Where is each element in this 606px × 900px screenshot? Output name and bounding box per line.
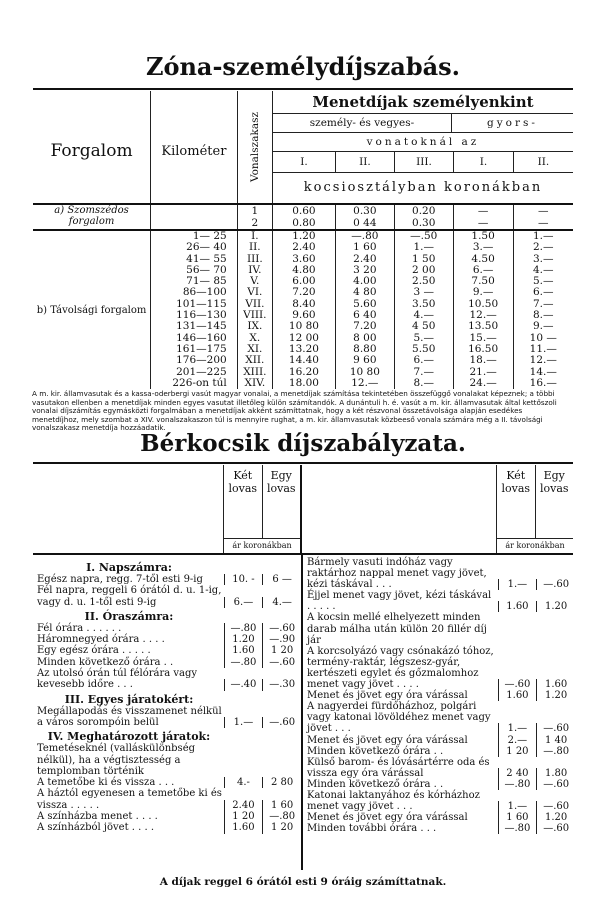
fare-cell: —.50 (394, 230, 453, 242)
item-label: A kocsin mellé elhelyezett minden darab málha után külön 20 fillér díj jár (307, 612, 487, 646)
fare-cell: 0.20 (394, 204, 453, 217)
fare-cell: 3.— (453, 242, 513, 253)
fare-cell: 16.— (513, 378, 573, 389)
list-item (33, 811, 301, 822)
class-label: I. (453, 152, 513, 172)
price-two-horse: —.80 (498, 779, 537, 790)
item-label: Külső barom- és lóvásártérre oda és vissza egy óra várással (307, 756, 490, 779)
km-cell: 226-on túl (151, 378, 238, 389)
list-item (303, 790, 575, 812)
col-one-horse: Egy lovas (535, 465, 574, 538)
fare-cell: 16.50 (453, 344, 513, 355)
section-heading: II. Óraszámra: (84, 609, 174, 623)
zone-cell: 1 (237, 204, 272, 217)
fare-cell: 12.— (513, 355, 573, 366)
fare-cell: 4 50 (394, 321, 453, 332)
group-b-label: b) Távolsági forgalom (36, 304, 147, 316)
price-two-horse: 1.60 (498, 690, 537, 701)
fare-cell: 24.— (453, 378, 513, 389)
col-forgalom-header: Forgalom (50, 141, 133, 161)
fare-cell: 9.— (513, 321, 573, 332)
price-two-horse: 2 40 (498, 768, 537, 779)
fare-cell: 8.80 (335, 344, 394, 355)
fare-cell: 8 00 (335, 333, 394, 344)
item-label: A színházból jövet . . . . (37, 822, 155, 834)
fare-cell: 4.— (394, 310, 453, 321)
fare-cell: 12.— (335, 378, 394, 389)
km-cell: 201—225 (151, 367, 238, 378)
fare-cell: 1.— (394, 242, 453, 253)
fare-cell: 7.— (394, 367, 453, 378)
item-label: Menet és jövet egy óra várással (307, 734, 468, 746)
zone-cell: X. (237, 333, 272, 344)
km-cell: 161—175 (151, 344, 238, 355)
km-cell: 131—145 (151, 321, 238, 332)
fare-cell: 0.80 (272, 217, 335, 230)
price-two-horse: —.80 (224, 623, 263, 634)
list-item (33, 634, 301, 645)
fare-cell: — (513, 204, 573, 217)
section-heading: I. Napszámra: (86, 561, 172, 574)
carriage-fare-table (33, 465, 573, 870)
fare-cell: 7.20 (272, 287, 335, 298)
price-two-horse: 1.60 (224, 645, 263, 656)
price-two-horse: 1 20 (224, 811, 263, 822)
fare-cell: 2.— (513, 242, 573, 253)
fare-cell: 2 00 (394, 265, 453, 276)
item-label: Egész napra, regg. 7-től esti 9-ig (37, 574, 203, 585)
list-item (33, 623, 301, 634)
list-item (303, 690, 575, 701)
fare-cell: 9.— (453, 287, 513, 298)
price-one-horse: 1.20 (536, 812, 575, 823)
fare-cell: 18.— (453, 355, 513, 366)
zone-cell: II. (237, 242, 272, 253)
fare-cell: — (453, 204, 513, 217)
price-two-horse: 1.— (498, 723, 537, 734)
price-one-horse: 6 — (262, 574, 301, 585)
unit-label: ár koronákban (497, 538, 573, 553)
footer-note: A díjak reggel 6 órától esti 9 óráig számíttatnak. (159, 876, 447, 888)
fare-cell: 9 60 (335, 355, 394, 366)
fare-cell: 4.00 (335, 276, 394, 287)
price-one-horse: —.60 (262, 717, 301, 728)
fare-cell: 6.— (453, 265, 513, 276)
fare-cell: 3.— (513, 254, 573, 265)
fare-cell: 12 00 (272, 333, 335, 344)
price-one-horse: —.60 (536, 579, 575, 590)
list-item (33, 777, 301, 788)
item-label: Minden további órára . . . (307, 823, 437, 835)
item-label: A háztól egyenesen a temetőbe ki és vissza . . . . . (37, 788, 222, 811)
price-two-horse: 10. - (224, 574, 263, 585)
price-one-horse: 1.20 (536, 601, 575, 612)
zone-fare-table (33, 91, 573, 389)
list-item (303, 757, 575, 779)
price-one-horse: —.60 (536, 823, 575, 834)
header-fast: gyors- (487, 117, 538, 129)
zone-cell: XIV. (237, 378, 272, 389)
list-item (303, 612, 575, 645)
col-one-horse: Egy lovas (262, 465, 301, 538)
header-classes: kocsiosztályban koronákban (303, 180, 543, 195)
fare-cell: 1.— (513, 230, 573, 242)
list-item (303, 823, 575, 834)
list-item (33, 706, 301, 729)
zone-cell: III. (237, 254, 272, 265)
zone-cell: V. (237, 276, 272, 287)
fare-cell: 0.30 (394, 217, 453, 230)
fare-cell: 11.— (513, 344, 573, 355)
price-one-horse: —.30 (262, 679, 301, 690)
price-one-horse: —.80 (262, 811, 301, 822)
item-label: A korcsolyázó vagy csónakázó tóhoz, terménу-raktár, légszesz-gyár, kertészeti egylet és gőzmalomhoz menet vagy jövet . . . . (307, 645, 494, 691)
class-label: I. (300, 156, 308, 168)
price-one-horse: 1.80 (536, 768, 575, 779)
price-two-horse: 6.— (224, 597, 263, 608)
km-cell: 146—160 (151, 333, 238, 344)
price-one-horse: 1.20 (536, 690, 575, 701)
km-cell: 71— 85 (151, 276, 238, 287)
list-item (303, 590, 575, 612)
col-zone-header: Vonalszakasz (248, 111, 261, 183)
km-cell: 1— 25 (151, 230, 238, 242)
fare-cell: 1 50 (394, 254, 453, 265)
list-item (303, 746, 575, 757)
section-heading: III. Egyes járatokért: (64, 692, 194, 706)
zone-cell: I. (237, 230, 272, 242)
fare-cell: 9.60 (272, 310, 335, 321)
list-item (33, 788, 301, 811)
item-label: Egy egész órára . . . . . (37, 645, 151, 657)
item-label: Fél napra, reggeli 6 órától d. u. 1-ig, vagy d. u. 1-től esti 9-ig (37, 585, 222, 608)
fare-cell: 10 80 (272, 321, 335, 332)
fare-cell: 5.50 (394, 344, 453, 355)
fare-cell: 5.— (513, 276, 573, 287)
item-label: Fél órára . . . . . . (37, 622, 122, 634)
fare-cell: 4.80 (272, 265, 335, 276)
price-two-horse: 1.— (498, 579, 537, 590)
fare-cell: 6.— (394, 355, 453, 366)
km-cell (151, 204, 238, 217)
list-item (33, 574, 301, 585)
km-cell: 86—100 (151, 287, 238, 298)
fare-cell: 15.— (453, 333, 513, 344)
fare-cell: 7.50 (453, 276, 513, 287)
fare-cell: 1.50 (453, 230, 513, 242)
price-one-horse: 1 20 (262, 645, 301, 656)
fare-cell: 13.20 (272, 344, 335, 355)
item-label: A színházba menet . . . . (37, 811, 158, 823)
km-cell: 56— 70 (151, 265, 238, 276)
fare-cell: 5.60 (335, 299, 394, 310)
price-one-horse: 1 40 (536, 735, 575, 746)
price-two-horse: 4.- (224, 777, 263, 788)
fare-cell: 6 40 (335, 310, 394, 321)
class-label: II. (513, 152, 573, 172)
col-two-horse: Két lovas (501, 469, 531, 495)
fare-cell: 21.— (453, 367, 513, 378)
fare-cell: 6.— (513, 287, 573, 298)
item-label: Minden következő órára . . (37, 656, 174, 668)
fare-cell: 1 60 (335, 242, 394, 253)
price-one-horse: —.90 (262, 634, 301, 645)
item-label: Bármely vasuti indóház vagy raktárhoz nappal menet vagy jövet, kézi táskával . . . (307, 557, 487, 591)
fare-cell: 10.50 (453, 299, 513, 310)
class-label: II. (335, 152, 394, 172)
fare-cell: 7.20 (335, 321, 394, 332)
fare-cell: 10 80 (335, 367, 394, 378)
price-two-horse: —.80 (224, 657, 263, 668)
fare-cell: 6.00 (272, 276, 335, 287)
item-label: Éjjel menet vagy jövet, kézi táskával . . . . . (307, 590, 492, 613)
fare-cell: 16.20 (272, 367, 335, 378)
col-km-header: Kilométer (151, 91, 238, 204)
price-one-horse: —.80 (536, 746, 575, 757)
fare-cell: 3.60 (272, 254, 335, 265)
divider (33, 88, 573, 90)
km-cell (151, 217, 238, 230)
list-item (303, 812, 575, 823)
fare-cell: 10 — (513, 333, 573, 344)
fare-cell: 0.30 (335, 204, 394, 217)
list-item (303, 735, 575, 746)
item-label: Az utolsó órán túl félórára vagy kevesebb időre . . . (37, 668, 198, 691)
item-label: Háromnegyed órára . . . . (37, 634, 165, 646)
fare-cell: 14.— (513, 367, 573, 378)
list-item (33, 585, 301, 608)
section-heading: IV. Meghatározott járatok: (47, 730, 211, 744)
price-one-horse: 1.60 (536, 679, 575, 690)
price-two-horse: 2.— (498, 735, 537, 746)
fare-cell: 18.00 (272, 378, 335, 389)
item-label: Temetéseknél (valláskülönbség nélkül), ha a végtisztesség a templomban történik (37, 743, 196, 777)
item-label: A nagyerdei fürdőházhoz, polgári vagy katonai lövöldéhez menet vagy jövet . . . (307, 701, 491, 735)
zone-cell: 2 (237, 217, 272, 230)
fare-cell: 3 — (394, 287, 453, 298)
group-a-label: a) Szomszédos forgalom (54, 205, 129, 227)
fare-cell: 8.— (513, 310, 573, 321)
fare-cell: 2.40 (272, 242, 335, 253)
page-title: Zóna-személydíjszabás. (145, 52, 461, 81)
fare-cell: 1.20 (272, 230, 335, 242)
fare-cell: 4 80 (335, 287, 394, 298)
km-cell: 176—200 (151, 355, 238, 366)
price-one-horse: —.60 (262, 657, 301, 668)
fare-cell: 8.40 (272, 299, 335, 310)
fare-cell: 12.— (453, 310, 513, 321)
item-label: Megállapodás és visszamenet nélkül a város sorompóin belül (37, 705, 222, 728)
item-label: Menet és jövet egy óra várással (307, 690, 468, 702)
header-trains: vonatoknál az (273, 133, 573, 152)
item-label: Minden következő órára . . (307, 745, 444, 757)
col-two-horse: Két lovas (228, 469, 258, 495)
list-item (33, 743, 301, 777)
price-two-horse: 1.60 (498, 601, 537, 612)
list-item (33, 668, 301, 691)
section-title: Bérkocsik díjszabályzata. (140, 430, 466, 457)
list-item (303, 557, 575, 590)
fare-cell: 2.40 (335, 254, 394, 265)
price-two-horse: 1 20 (498, 746, 537, 757)
zone-cell: VII. (237, 299, 272, 310)
item-label: Menet és jövet egy óra várással (307, 812, 468, 824)
zone-cell: VI. (237, 287, 272, 298)
km-cell: 26— 40 (151, 242, 238, 253)
km-cell: 41— 55 (151, 254, 238, 265)
price-two-horse: —.60 (498, 679, 537, 690)
header-main: Menetdíjak személyenkint (273, 91, 573, 114)
fare-cell: 4.— (513, 265, 573, 276)
zone-cell: IX. (237, 321, 272, 332)
fare-cell: — (513, 217, 573, 230)
price-two-horse: 1.— (224, 717, 263, 728)
list-item (303, 779, 575, 790)
zone-cell: IV. (237, 265, 272, 276)
price-one-horse: 4.— (262, 597, 301, 608)
list-item (33, 645, 301, 656)
price-two-horse: —.40 (224, 679, 263, 690)
footnote: A m. kir. államvasutak és a kassa-oderbergi vasút magyar vonalai, a menetdíjak számítása tekintetében összefüggő vonalakat képeznek; a többi vasutakon ellenben a menetdíjak minden egyes vasutat illetőleg külön számítandók. A dunántuli h. é. vasút a m. kir. államvasutak által kettőszoli vonalai díjszámítás egymásközti forgalmában a menetdíjak akként számíttatnak, hogy a két részvonal összetávolsága alapján esedékes menetdíjhoz, mely szombat a XIV. vonalszakaszon túl is mennyire rughat, a m. kir. államvasutak közbeeső vonala számára még a II. távolsági vonalszakasz menetdíja hozzáadatik. (32, 389, 557, 432)
item-label: A temetőbe ki és vissza . . . (37, 777, 175, 789)
price-one-horse: —.60 (536, 801, 575, 812)
price-two-horse: 1.20 (224, 634, 263, 645)
fare-cell: 3.50 (394, 299, 453, 310)
list-item (303, 646, 575, 690)
header-mixed: személy- és vegyes- (273, 114, 452, 132)
list-item (303, 701, 575, 734)
price-one-horse: —.60 (262, 623, 301, 634)
fare-cell: 5.— (394, 333, 453, 344)
fare-cell: 0.60 (272, 204, 335, 217)
fare-cell: 0 44 (335, 217, 394, 230)
class-label: III. (394, 152, 453, 172)
fare-cell: 8.— (394, 378, 453, 389)
zone-cell: XIII. (237, 367, 272, 378)
list-item (33, 822, 301, 833)
price-two-horse: 1 60 (498, 812, 537, 823)
fare-cell: —.80 (335, 230, 394, 242)
zone-cell: VIII. (237, 310, 272, 321)
fare-cell: 3 20 (335, 265, 394, 276)
fare-cell: 7.— (513, 299, 573, 310)
km-cell: 116—130 (151, 310, 238, 321)
price-one-horse: —.60 (536, 723, 575, 734)
price-one-horse: 1 20 (262, 822, 301, 833)
unit-label: ár koronákban (224, 538, 300, 553)
km-cell: 101—115 (151, 299, 238, 310)
price-one-horse: 2 80 (262, 777, 301, 788)
list-item (33, 657, 301, 668)
fare-cell: 14.40 (272, 355, 335, 366)
fare-cell: — (453, 217, 513, 230)
zone-cell: XI. (237, 344, 272, 355)
item-label: Minden következő órára . . (307, 778, 444, 790)
zone-cell: XII. (237, 355, 272, 366)
fare-cell: 4.50 (453, 254, 513, 265)
price-one-horse: —.60 (536, 779, 575, 790)
table-row (33, 204, 573, 217)
price-two-horse: 1.60 (224, 822, 263, 833)
price-two-horse: 2.40 (224, 800, 263, 811)
fare-cell: 2.50 (394, 276, 453, 287)
fare-cell: 13.50 (453, 321, 513, 332)
price-two-horse: —.80 (498, 823, 537, 834)
item-label: Katonai laktanyához és kórházhoz menet vagy jövet . . . (307, 789, 480, 813)
price-two-horse: 1.— (498, 801, 537, 812)
divider (33, 462, 573, 464)
price-one-horse: 1 60 (262, 800, 301, 811)
